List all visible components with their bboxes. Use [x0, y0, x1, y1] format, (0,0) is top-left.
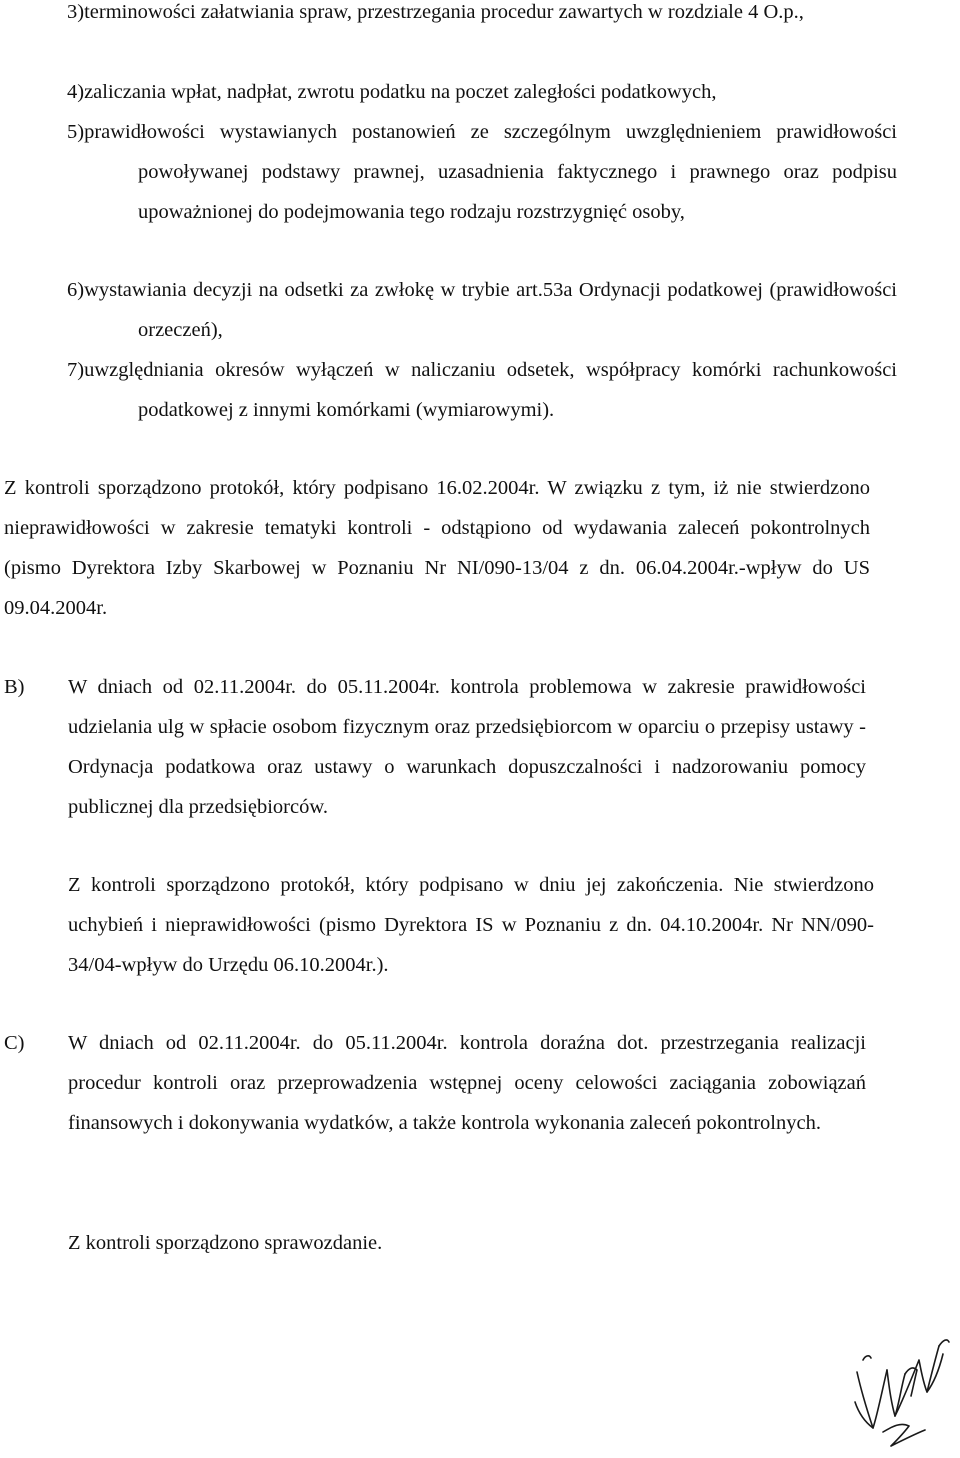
handwritten-signature: [843, 1330, 953, 1456]
list-item-6: 6)wystawiania decyzji na odsetki za zwłokę w trybie art.53a Ordynacji podatkowej (prawidłowości orzeczeń),: [67, 279, 897, 341]
section-b-conclusion: Z kontroli sporządzono protokół, który podpisano w dniu jej zakończenia. Nie stwierdzono uchybień i nieprawidłowości (pismo Dyrektora IS w Poznaniu z dn. 04.10.2004r. Nr NN/090-34/04-wpływ do Urzędu 06.10.2004r.).: [68, 874, 874, 976]
section-c-label: C): [4, 1032, 25, 1054]
paragraph-protocol-summary: Z kontroli sporządzono protokół, który podpisano 16.02.2004r. W związku z tym, iż nie stwierdzono nieprawidłowości w zakresie tematyki kontroli - odstąpiono od wydawania zaleceń pokontrolnych (pismo Dyrektora Izby Skarbowej w Poznaniu Nr NI/090-13/04 z dn. 06.04.2004r.-wpływ do US 09.04.2004r.: [4, 477, 870, 619]
section-c-conclusion: Z kontroli sporządzono sprawozdanie.: [68, 1232, 383, 1254]
list-item-5: 5)prawidłowości wystawianych postanowień ze szczególnym uwzględnieniem prawidłowości powoływanej podstawy prawnej, uzasadnienia faktycznego i prawnego oraz podpisu upoważnionej do podejmowania tego rodzaju rozstrzygnięć osoby,: [67, 121, 897, 223]
section-c-text: W dniach od 02.11.2004r. do 05.11.2004r. kontrola doraźna dot. przestrzegania realizacji procedur kontroli oraz przeprowadzenia wstępnej oceny celowości zaciągania zobowiązań finansowych i dokonywania wydatków, a także kontrola wykonania zaleceń pokontrolnych.: [68, 1032, 866, 1134]
list-item-7: 7)uwzględniania okresów wyłączeń w naliczaniu odsetek, współpracy komórki rachunkowości podatkowej z innymi komórkami (wymiarowymi).: [67, 359, 897, 421]
section-b-label: B): [4, 676, 25, 698]
list-item-4: 4)zaliczania wpłat, nadpłat, zwrotu podatku na poczet zaległości podatkowych,: [67, 81, 717, 103]
list-item-3: 3)terminowości załatwiania spraw, przestrzegania procedur zawartych w rozdziale 4 O.p.,: [67, 1, 804, 23]
section-b-text: W dniach od 02.11.2004r. do 05.11.2004r. kontrola problemowa w zakresie prawidłowości udzielania ulg w spłacie osobom fizycznym oraz przedsiębiorcom w oparciu o przepisy ustawy - Ordynacja podatkowa oraz ustawy o warunkach dopuszczalności i nadzorowaniu pomocy publicznej dla przedsiębiorców.: [68, 676, 866, 818]
